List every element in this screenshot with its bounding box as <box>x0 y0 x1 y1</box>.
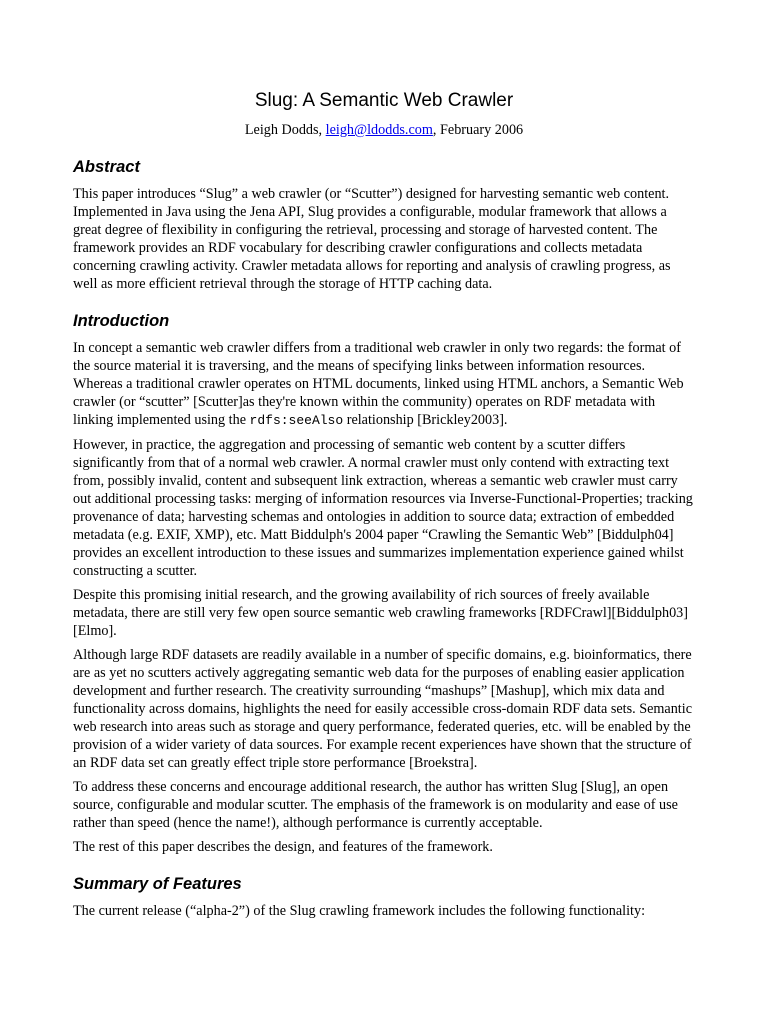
abstract-paragraph: This paper introduces “Slug” a web crawler (or “Scutter”) designed for harvesting semantic web content. Implemented in Java using the Jena API, Slug provides a configurable, modular framework that allows a great degree of flexibility in configuring the retrieval, processing and storage of harvested content. The framework provides an RDF vocabulary for describing crawler configurations and collects metadata concerning crawling activity. Crawler metadata allows for reporting and analysis of crawling progress, as well as more efficient retrieval through the storage of HTTP caching data. <box>73 186 671 292</box>
introduction-paragraph-1-text-b: relationship [Brickley2003]. <box>343 412 508 428</box>
rdfs-seealso-code: rdfs:seeAlso <box>249 413 344 428</box>
features-paragraph: The current release (“alpha-2”) of the Slug crawling framework includes the following functionality: <box>73 903 646 919</box>
introduction-paragraph-6: The rest of this paper describes the design, and features of the framework. <box>73 839 493 855</box>
paper-title: Slug: A Semantic Web Crawler <box>254 90 514 111</box>
paper-body <box>73 88 695 926</box>
introduction-paragraph-1-text-a: In concept a semantic web crawler differs from a traditional web crawler in only two regards: the format of the source material it is traversing, and the means of specifying links between information resources. Whereas a traditional crawler operates on HTML documents, linked using HTML anchors, a Semantic Web crawler (or “scutter” [Scutter]as they're known within the community) operates on RDF metadata with linking implemented using the <box>73 340 684 428</box>
introduction-paragraph-3: Despite this promising initial research, and the growing availability of rich sources of freely available metadata, there are still very few open source semantic web crawling frameworks [RDFCrawl][Biddulph03][Elmo]. <box>73 587 688 639</box>
byline <box>73 121 695 139</box>
author-email-link[interactable]: leigh@ldodds.com <box>325 122 433 138</box>
introduction-heading: Introduction <box>73 312 170 330</box>
introduction-paragraph-5: To address these concerns and encourage additional research, the author has written Slug [Slug], an open source, configurable and modular scutter. The emphasis of the framework is on modularity and ease of use rather than speed (hence the name!), although performance is currently acceptable. <box>73 779 678 831</box>
features-heading: Summary of Features <box>73 875 242 893</box>
introduction-paragraph-1 <box>73 339 695 430</box>
introduction-paragraph-4: Although large RDF datasets are readily available in a number of specific domains, e.g. bioinformatics, there are as yet no scutters actively aggregating semantic web data for the purposes of enabling easier application development and further research. The creativity surrounding “mashups” [Mashup], which mix data and functionality across domains, highlights the need for easily accessible cross-domain RDF data sets. Semantic web research into areas such as storage and query performance, federated queries, etc. will be enabled by the provision of a wider variety of data sources. For example recent experiences have shown that the structure of an RDF data set can greatly effect triple store performance [Broekstra]. <box>73 647 692 771</box>
publication-date: , February 2006 <box>432 122 524 138</box>
introduction-paragraph-2: However, in practice, the aggregation and processing of semantic web content by a scutter differs significantly from that of a normal web crawler. A normal crawler must only contend with extracting text from, possibly invalid, content and subsequent link extraction, whereas a semantic web crawler must carry out additional processing tasks: merging of information resources via Inverse-Functional-Properties; tracking provenance of data; harvesting schemas and ontologies in addition to source data; extraction of embedded metadata (e.g. EXIF, XMP), etc. Matt Biddulph's 2004 paper “Crawling the Semantic Web” [Biddulph04] provides an excellent introduction to these issues and summarizes implementation experience gained whilst constructing a scutter. <box>73 437 693 579</box>
abstract-heading: Abstract <box>73 158 140 176</box>
author-name: Leigh Dodds, <box>244 122 326 138</box>
